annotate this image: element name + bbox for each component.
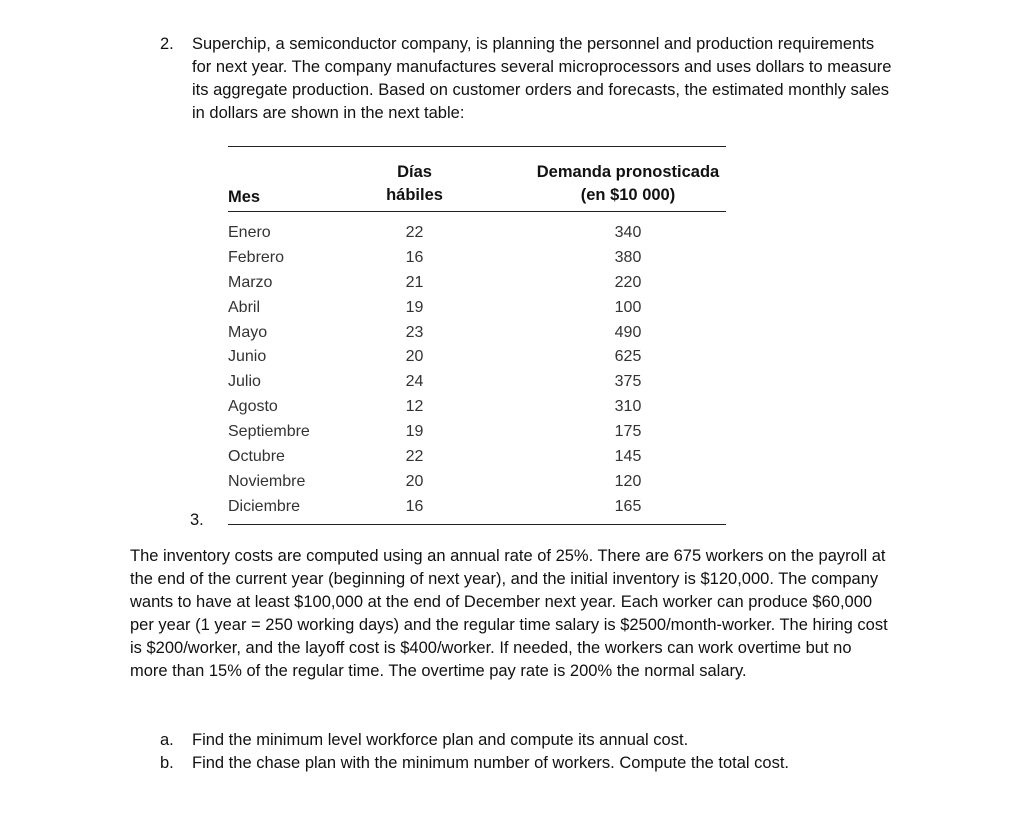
header-dias-line1: Días	[397, 163, 432, 181]
cell-dias: 16	[405, 497, 424, 515]
table-row	[228, 420, 726, 445]
cell-dias: 22	[405, 224, 424, 241]
question-item	[160, 752, 789, 775]
table-row	[228, 296, 726, 321]
header-mes: Mes	[228, 188, 261, 206]
header-demanda-line1: Demanda pronosticada	[536, 163, 720, 181]
table-row	[228, 445, 726, 470]
cell-dias: 20	[405, 472, 424, 490]
table-row	[228, 495, 726, 520]
problem-body: The inventory costs are computed using an annual rate of 25%. There are 675 workers on the payroll at the end of the current year (beginning of next year), and the initial inventory is $120,000. The company wants to have at least $100,000 at the end of December next year. Each worker can produce $60,000 per year (1 year = 250 working days) and the regular time salary is $2500/month-worker. The hiring cost is $200/worker, and the layoff cost is $400/worker. If needed, the workers can work overtime but no more than 15% of the regular time. The overtime pay rate is 200% the normal salary.	[130, 547, 888, 680]
cell-demanda: 380	[614, 248, 642, 266]
cell-mes: Enero	[228, 224, 271, 241]
header-demanda-line2: (en $10 000)	[580, 186, 676, 204]
cell-mes: Septiembre	[228, 423, 310, 441]
cell-dias: 22	[405, 448, 424, 466]
cell-dias: 20	[405, 348, 424, 366]
table-row	[228, 221, 726, 246]
table-row	[228, 395, 726, 420]
cell-demanda: 175	[614, 423, 642, 441]
cell-mes: Abril	[228, 298, 261, 316]
problem-number-next: 3.	[190, 511, 204, 529]
table-row	[228, 321, 726, 346]
cell-mes: Octubre	[228, 448, 285, 466]
question-letter: b.	[160, 754, 174, 772]
table-row	[228, 370, 726, 395]
cell-demanda: 625	[614, 348, 642, 366]
problem-statement: Superchip, a semiconductor company, is planning the personnel and production requirements for next year. The company manufactures several microprocessors and uses dollars to measure its aggregate production. Based on customer orders and forecasts, the estimated monthly sales in dollars are shown in the next table:	[192, 35, 892, 122]
cell-demanda: 120	[614, 472, 642, 490]
cell-mes: Diciembre	[228, 497, 301, 515]
cell-dias: 12	[405, 398, 424, 416]
cell-demanda: 220	[614, 273, 642, 291]
cell-dias: 16	[405, 248, 424, 266]
cell-demanda: 490	[614, 323, 642, 341]
question-item	[160, 729, 789, 752]
cell-mes: Mayo	[228, 323, 268, 341]
demand-table	[228, 146, 726, 525]
table-header	[228, 147, 726, 212]
cell-dias: 24	[405, 373, 424, 391]
cell-dias: 19	[405, 298, 424, 316]
cell-dias: 23	[405, 323, 424, 341]
question-list	[160, 729, 789, 775]
cell-demanda: 310	[614, 398, 642, 416]
cell-dias: 19	[405, 423, 424, 441]
cell-demanda: 165	[614, 497, 642, 515]
table-row	[228, 246, 726, 271]
cell-mes: Marzo	[228, 273, 273, 291]
table-row	[228, 345, 726, 370]
table-body	[228, 212, 726, 524]
table-row	[228, 470, 726, 495]
cell-demanda: 340	[614, 224, 642, 241]
table-row	[228, 271, 726, 296]
header-dias-line2: hábiles	[386, 186, 443, 204]
cell-mes: Junio	[228, 348, 267, 366]
question-letter: a.	[160, 731, 174, 749]
cell-demanda: 375	[614, 373, 642, 391]
cell-demanda: 100	[614, 298, 642, 316]
problem-number: 2.	[160, 35, 174, 53]
cell-mes: Febrero	[228, 248, 285, 266]
cell-mes: Julio	[228, 373, 261, 391]
cell-demanda: 145	[614, 448, 642, 466]
question-text: Find the minimum level workforce plan and compute its annual cost.	[192, 731, 689, 749]
cell-mes: Agosto	[228, 398, 278, 416]
cell-dias: 21	[405, 273, 424, 291]
cell-mes: Noviembre	[228, 472, 306, 490]
question-text: Find the chase plan with the minimum number of workers. Compute the total cost.	[192, 754, 790, 772]
